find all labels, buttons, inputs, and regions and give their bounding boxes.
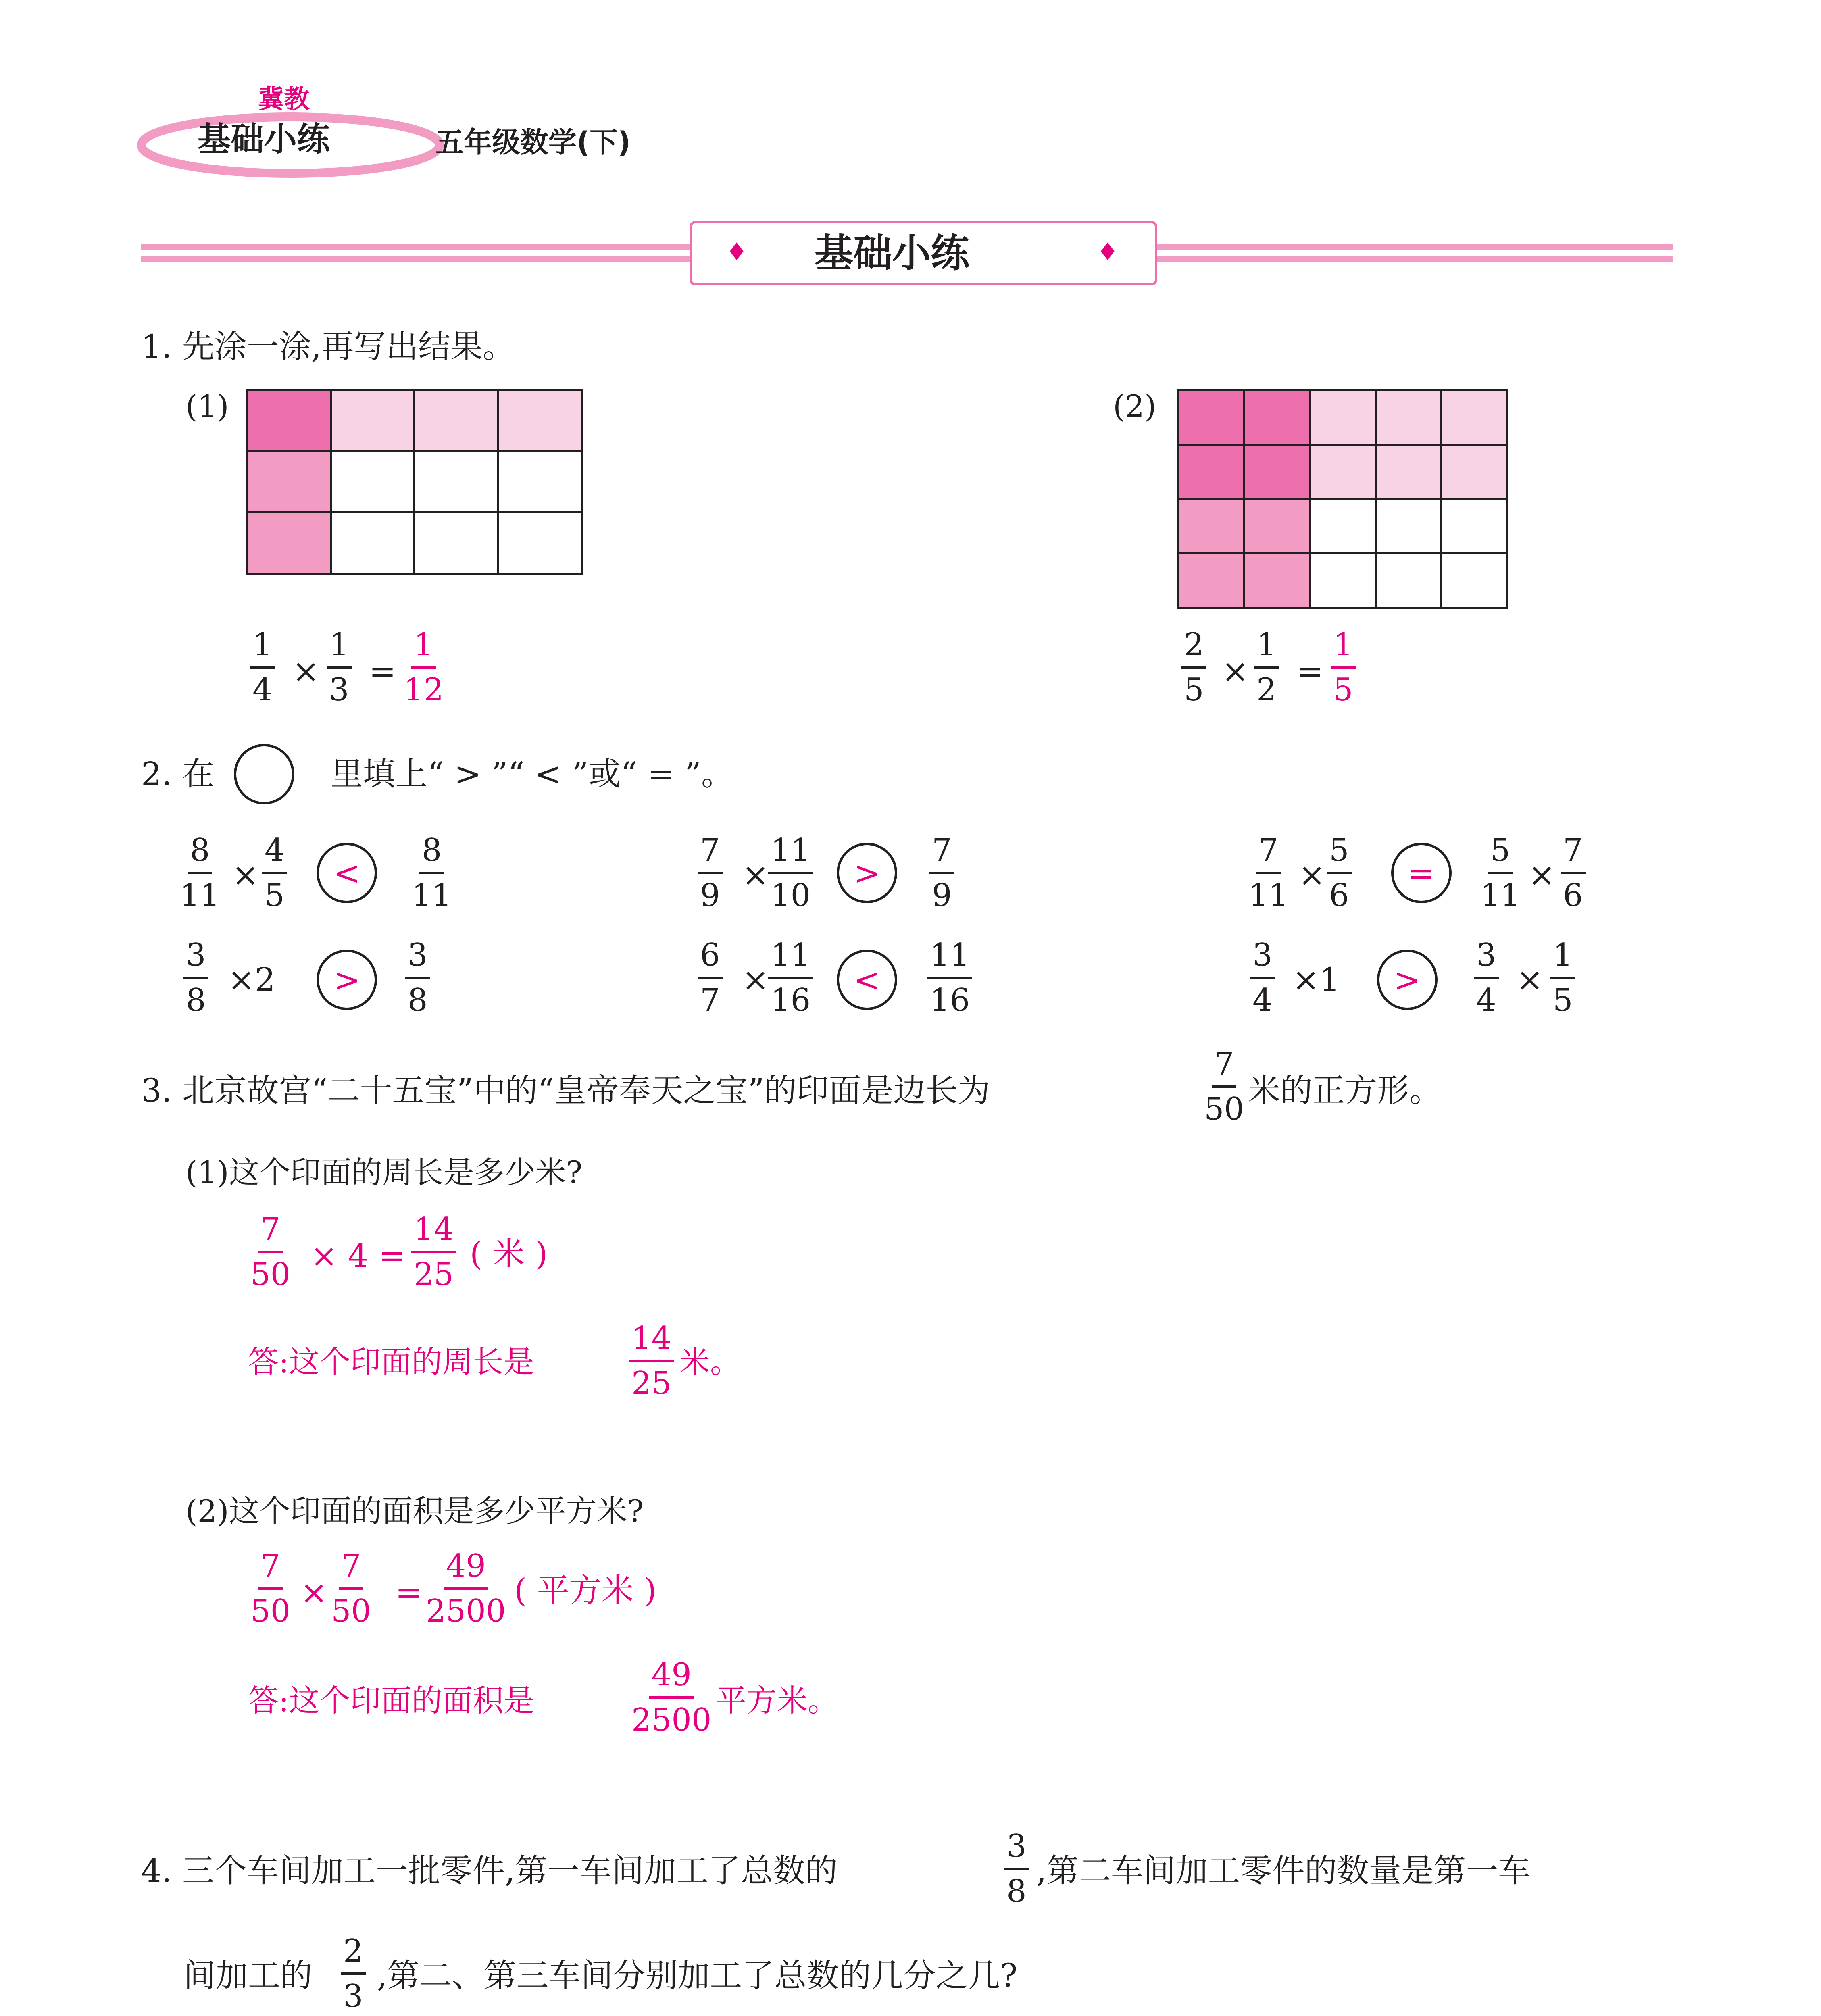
q3-label-pre: 3. 北京故宫“二十五宝”中的“皇帝奉天之宝”的印面是边长为 [141, 1072, 990, 1109]
q1-p2-times: × [1222, 652, 1249, 690]
q1-p2-equals: = [1296, 652, 1324, 690]
q2-r2c1-mul: ×2 [228, 961, 275, 998]
q2-r2c3-times: × [1516, 961, 1544, 998]
q3-label-post: 米的正方形。 [1248, 1072, 1442, 1109]
q3-p2-unit: ( 平方米 ) [514, 1572, 657, 1609]
q4-line2-post: ,第二、第三车间分别加工了总数的几分之几? [377, 1957, 1018, 1994]
q2-r1c2-c: $\frac{7}{9}$ [929, 835, 954, 911]
q2-r1c2-sign[interactable]: > [837, 843, 897, 903]
banner-stripe-right [1157, 244, 1673, 250]
q1-p2-answer: $\frac{1}{5}$ [1331, 629, 1356, 706]
q4-line1-post: ,第二车间加工零件的数量是第一车 [1036, 1852, 1531, 1889]
q2-r1c3-d: $\frac{7}{6}$ [1561, 835, 1586, 911]
q2-r2c2-a: $\frac{6}{7}$ [698, 939, 723, 1016]
q2-r1c3-a: $\frac{7}{11}$ [1248, 832, 1289, 914]
q2-r1c3-c: $\frac{5}{11}$ [1480, 832, 1521, 914]
q2-r2c1-c: $\frac{3}{8}$ [405, 939, 430, 1016]
q3-p2-answer-post: 平方米。 [716, 1683, 838, 1718]
q3-side-length: $\frac{7}{50}$ [1204, 1046, 1244, 1127]
q2-r1c2-times: × [742, 856, 769, 893]
q4-first-fraction: $\frac{3}{8}$ [1004, 1831, 1029, 1907]
q3-p2-calc-res: $\frac{49}{2500}$ [426, 1548, 506, 1629]
q3-p1-question: (1)这个印面的周长是多少米? [185, 1154, 583, 1190]
banner-stripe-left [141, 244, 690, 250]
q1-part1-tag: (1) [185, 388, 229, 424]
q2-r1c1-a: $\frac{8}{11}$ [180, 832, 220, 914]
q3-p2-equals: = [395, 1574, 423, 1611]
q2-r1c3-sign[interactable]: = [1391, 843, 1452, 903]
q3-p2-times: × [300, 1574, 328, 1611]
q3-p2-answer-val: $\frac{49}{2500}$ [631, 1657, 712, 1738]
q2-r2c1-sign[interactable]: > [317, 950, 377, 1010]
grade-label: 五年级数学(下) [435, 126, 631, 159]
q2-label-post: 里填上“ > ”“ < ”或“ = ”。 [331, 755, 734, 793]
q4-ratio-fraction: $\frac{2}{3}$ [341, 1935, 366, 2012]
q4-line2-pre: 间加工的 [183, 1957, 313, 1994]
banner-stripe-right-2 [1157, 256, 1673, 262]
q3-p1-answer-val: $\frac{14}{25}$ [629, 1322, 674, 1399]
q1-grid-2 [1177, 389, 1508, 609]
q1-p1-factor-a: $\frac{1}{4}$ [250, 629, 275, 706]
q3-p1-calc-res: $\frac{14}{25}$ [411, 1214, 456, 1290]
q4-line1-pre: 4. 三个车间加工一批零件,第一车间加工了总数的 [141, 1852, 838, 1889]
q1-p1-factor-b: $\frac{1}{3}$ [327, 629, 352, 706]
q3-p1-answer-pre: 答:这个印面的周长是 [248, 1344, 534, 1380]
q2-r1c3-times: × [1298, 856, 1326, 893]
q3-p2-answer-pre: 答:这个印面的面积是 [248, 1683, 534, 1718]
q2-r2c3-a: $\frac{3}{4}$ [1250, 939, 1275, 1016]
section-title: 基础小练 [815, 231, 969, 276]
q2-r1c2-a: $\frac{7}{9}$ [698, 835, 723, 911]
q2-r2c3-d: $\frac{1}{5}$ [1550, 939, 1575, 1016]
q1-p1-answer: $\frac{1}{12}$ [404, 627, 444, 708]
q3-p2-question: (2)这个印面的面积是多少平方米? [185, 1493, 644, 1529]
diamond-right-icon: ♦ [1097, 238, 1119, 266]
q1-p2-factor-a: $\frac{2}{5}$ [1181, 629, 1206, 706]
q3-p1-answer-post: 米。 [679, 1344, 741, 1380]
q2-r2c2-c: $\frac{11}{16}$ [927, 939, 972, 1016]
q2-r1c1-times: × [232, 856, 259, 893]
brand-top: 冀教 [258, 85, 310, 115]
q1-label: 1. 先涂一涂,再写出结果。 [141, 328, 515, 365]
brand-name: 基础小练 [198, 120, 330, 158]
q2-r1c1-sign[interactable]: < [317, 843, 377, 903]
q2-r2c1-a: $\frac{3}{8}$ [183, 939, 208, 1016]
q3-p1-unit: ( 米 ) [470, 1235, 548, 1272]
q2-label-pre: 2. 在 [141, 755, 215, 793]
q2-r2c2-sign[interactable]: < [837, 950, 897, 1010]
q2-r2c3-sign[interactable]: > [1377, 950, 1438, 1010]
q2-r1c3-times-2: × [1528, 856, 1556, 893]
banner-stripe-left-2 [141, 256, 690, 262]
q3-p1-calc-a: $\frac{7}{50}$ [250, 1211, 291, 1293]
q2-r1c3-b: $\frac{5}{6}$ [1327, 835, 1352, 911]
q2-r1c1-b: $\frac{4}{5}$ [262, 835, 287, 911]
q1-part2-tag: (2) [1113, 388, 1156, 424]
q1-grid-1 [246, 389, 583, 575]
q2-r2c2-b: $\frac{11}{16}$ [768, 939, 813, 1016]
q2-r2c2-times: × [742, 961, 769, 998]
q3-p2-calc-a: $\frac{7}{50}$ [250, 1548, 291, 1629]
q1-p1-equals: = [369, 652, 396, 690]
q2-r2c3-c: $\frac{3}{4}$ [1474, 939, 1499, 1016]
q3-p2-calc-b: $\frac{7}{50}$ [331, 1548, 371, 1629]
diamond-left-icon: ♦ [726, 238, 748, 266]
q2-r1c2-b: $\frac{11}{10}$ [768, 835, 813, 911]
q2-r2c3-mul: ×1 [1292, 961, 1340, 998]
q2-r1c1-c: $\frac{8}{11}$ [412, 832, 452, 914]
q1-p1-times: × [292, 652, 320, 690]
q1-p2-factor-b: $\frac{1}{2}$ [1254, 629, 1279, 706]
q3-p1-calc-op: × 4 = [310, 1237, 406, 1275]
q2-example-circle [234, 744, 294, 804]
